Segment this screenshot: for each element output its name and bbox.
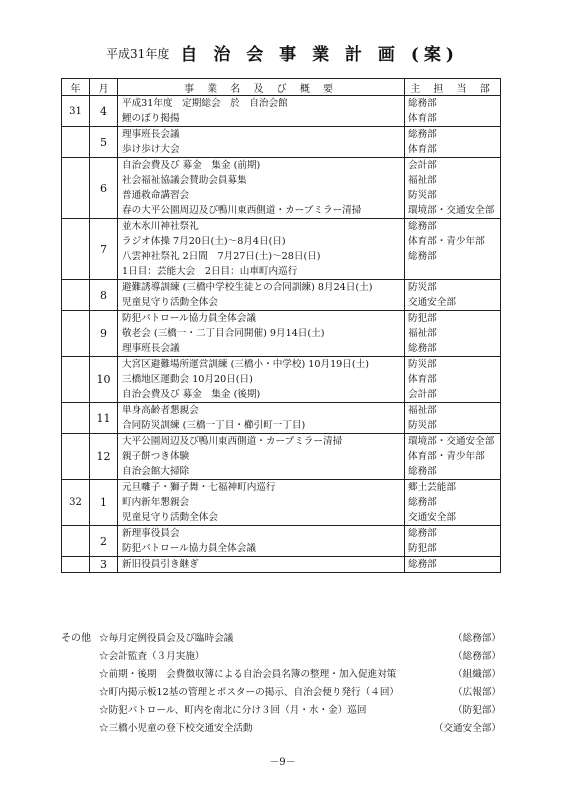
other-item-text: ☆町内掲示板12基の管理とポスターの掲示、自治会便り発行（４回） xyxy=(99,687,400,698)
header-year: 年 xyxy=(62,79,90,96)
activity-cell xyxy=(118,311,405,357)
department-cell xyxy=(405,96,501,127)
year-cell xyxy=(62,158,90,219)
activity-item: 避難誘導訓練 (三橋中学校生徒との合同訓練) 8月24日(土) xyxy=(122,282,373,293)
table-row xyxy=(62,403,501,434)
activity-cell xyxy=(118,480,405,526)
table-row xyxy=(62,357,501,403)
department-item: 福祉部 xyxy=(408,328,437,339)
activity-item: 八雲神社祭礼 2日間 7月27日(土)〜28日(日) xyxy=(122,251,321,262)
activity-item: 合同防災訓練 (三橋一丁目・櫛引町一丁目) xyxy=(122,420,306,431)
month-cell: 2 xyxy=(90,526,118,557)
year-cell: 32 xyxy=(62,480,90,526)
activity-item: 新旧役員引き継ぎ xyxy=(122,559,199,570)
department-item: 防犯部 xyxy=(408,313,437,324)
department-cell xyxy=(405,219,501,280)
department-cell xyxy=(405,526,501,557)
header-dept: 主 担 当 部 xyxy=(405,79,501,96)
activity-item: 親子餅つき体験 xyxy=(122,451,190,462)
month-cell: 8 xyxy=(90,280,118,311)
title-main: 自 治 会 事 業 計 画 (案) xyxy=(180,45,459,65)
activity-cell xyxy=(118,357,405,403)
department-cell xyxy=(405,480,501,526)
activity-cell xyxy=(118,158,405,219)
activity-item: 歩け歩け大会 xyxy=(122,144,180,155)
other-item-department: （交通安全部） xyxy=(433,723,501,734)
month-cell: 1 xyxy=(90,480,118,526)
department-item: 会計部 xyxy=(408,389,437,400)
department-item: 防災部 xyxy=(408,359,437,370)
activity-item: 理事班長会議 xyxy=(122,343,180,354)
activity-item: 町内新年懇親会 xyxy=(122,497,190,508)
year-cell xyxy=(62,127,90,158)
department-item: 総務部 xyxy=(408,466,437,477)
year-cell xyxy=(62,357,90,403)
activity-cell xyxy=(118,526,405,557)
schedule-table xyxy=(61,78,501,573)
year-cell xyxy=(62,219,90,280)
year-cell xyxy=(62,403,90,434)
title-year: 平成31年度 xyxy=(106,47,170,61)
activity-item: 自治会費及び 募金 集金 (前期) xyxy=(122,160,261,171)
activity-item: 理事班長会議 xyxy=(122,129,180,140)
others-section xyxy=(61,630,501,738)
activity-cell xyxy=(118,434,405,480)
header-month: 月 xyxy=(90,79,118,96)
table-header-row xyxy=(62,79,501,96)
department-item: 郷土芸能部 xyxy=(408,482,456,493)
department-item: 総務部 xyxy=(408,559,437,570)
activity-item: 普通救命講習会 xyxy=(122,190,190,201)
month-cell: 5 xyxy=(90,127,118,158)
activity-item: 防犯パトロール協力員全体会議 xyxy=(122,543,256,554)
other-item-text: ☆毎月定例役員会及び臨時会議 xyxy=(99,633,234,644)
activity-cell xyxy=(118,403,405,434)
department-item: 総務部 xyxy=(408,129,437,140)
document-title xyxy=(0,40,565,65)
other-item-text: ☆前期・後期 会費徴収簿による自治会員名簿の整理・加入促進対策 xyxy=(99,669,397,680)
month-cell: 10 xyxy=(90,357,118,403)
table-row xyxy=(62,219,501,280)
department-item: 交通安全部 xyxy=(408,297,456,308)
activity-item: 平成31年度 定期総会 於 自治会館 xyxy=(122,98,288,109)
department-item: 総務部 xyxy=(408,98,437,109)
department-item: 福祉部 xyxy=(408,175,437,186)
department-item: 体育部・青少年部 xyxy=(408,236,485,247)
department-item: 福祉部 xyxy=(408,405,437,416)
activity-item: 並木氷川神社祭礼 xyxy=(122,221,199,232)
year-cell xyxy=(62,280,90,311)
activity-cell xyxy=(118,557,405,573)
activity-item: 単身高齢者懇親会 xyxy=(122,405,199,416)
department-item: 防災部 xyxy=(408,190,437,201)
department-item: 総務部 xyxy=(408,221,437,232)
year-cell xyxy=(62,434,90,480)
department-cell xyxy=(405,311,501,357)
month-cell: 3 xyxy=(90,557,118,573)
header-content: 事 業 名 及 び 概 要 xyxy=(118,79,405,96)
activity-item: 児童見守り活動全体会 xyxy=(122,512,218,523)
month-cell: 9 xyxy=(90,311,118,357)
activity-item: 新理事役員会 xyxy=(122,528,180,539)
activity-item: 大宮区避難場所運営訓練 (三橋小・中学校) 10月19日(土) xyxy=(122,359,369,370)
other-item-text: ☆三橋小児童の登下校交通安全活動 xyxy=(99,723,253,734)
table-row xyxy=(62,480,501,526)
others-label: その他 xyxy=(61,633,91,644)
activity-item: 大平公園周辺及び鴨川東西側道・カーブミラー清掃 xyxy=(122,436,343,447)
other-item xyxy=(61,702,501,720)
table-row xyxy=(62,158,501,219)
activity-item: ラジオ体操 7月20日(土)〜8月4日(日) xyxy=(122,236,286,247)
other-item xyxy=(61,648,501,666)
department-cell xyxy=(405,557,501,573)
department-item: 総務部 xyxy=(408,497,437,508)
activity-item: 児童見守り活動全体会 xyxy=(122,297,218,308)
department-item: 総務部 xyxy=(408,251,437,262)
other-item xyxy=(61,684,501,702)
page-number: －9－ xyxy=(269,757,296,768)
other-item-text: ☆防犯パトロール、町内を南北に分け３回（月・水・金）巡回 xyxy=(99,705,367,716)
table-row xyxy=(62,127,501,158)
department-item xyxy=(405,264,500,279)
department-cell xyxy=(405,158,501,219)
department-item: 交通安全部 xyxy=(408,512,456,523)
department-cell xyxy=(405,127,501,158)
activity-item: 鯉のぼり掲揚 xyxy=(122,113,180,124)
table-row xyxy=(62,96,501,127)
table-row xyxy=(62,434,501,480)
department-item: 防災部 xyxy=(408,282,437,293)
department-item: 体育部 xyxy=(408,144,437,155)
month-cell: 7 xyxy=(90,219,118,280)
activity-cell xyxy=(118,127,405,158)
department-item: 体育部 xyxy=(408,374,437,385)
month-cell: 12 xyxy=(90,434,118,480)
department-item: 防災部 xyxy=(408,420,437,431)
table-row xyxy=(62,557,501,573)
activity-item: 自治会費及び 募金 集金 (後期) xyxy=(122,389,261,400)
month-cell: 6 xyxy=(90,158,118,219)
activity-item: 社会福祉協議会賛助会員募集 xyxy=(122,175,247,186)
activity-item: 敬老会 (三橋一・二丁目合同開催) 9月14日(土) xyxy=(122,328,325,339)
activity-item: 三橋地区運動会 10月20日(日) xyxy=(122,374,253,385)
activity-item: 防犯パトロール協力員全体会議 xyxy=(122,313,256,324)
department-cell xyxy=(405,434,501,480)
department-item: 体育部・青少年部 xyxy=(408,451,485,462)
department-item: 環境部・交通安全部 xyxy=(408,436,495,447)
other-item-department: （広報部） xyxy=(453,687,501,698)
other-item-department: （組織部） xyxy=(453,669,501,680)
other-item-department: （防犯部） xyxy=(453,705,501,716)
activity-cell xyxy=(118,96,405,127)
department-cell xyxy=(405,403,501,434)
department-item: 環境部・交通安全部 xyxy=(408,205,495,216)
other-item-department: （総務部） xyxy=(453,651,501,662)
table-row xyxy=(62,526,501,557)
activity-item: 元旦囃子・獅子舞・七福神町内巡行 xyxy=(122,482,276,493)
department-cell xyxy=(405,280,501,311)
department-item: 総務部 xyxy=(408,343,437,354)
other-item-text: ☆会計監査（３月実施） xyxy=(99,651,205,662)
other-item xyxy=(61,630,501,648)
activity-item: 自治会館大掃除 xyxy=(122,466,190,477)
table-row xyxy=(62,280,501,311)
month-cell: 4 xyxy=(90,96,118,127)
department-item: 総務部 xyxy=(408,528,437,539)
year-cell xyxy=(62,526,90,557)
department-item: 会計部 xyxy=(408,160,437,171)
year-cell xyxy=(62,311,90,357)
department-item: 体育部 xyxy=(408,113,437,124)
year-cell xyxy=(62,557,90,573)
department-item: 防犯部 xyxy=(408,543,437,554)
other-item-department: （総務部） xyxy=(453,633,501,644)
year-cell: 31 xyxy=(62,96,90,127)
schedule-body xyxy=(62,96,501,573)
activity-cell xyxy=(118,280,405,311)
other-item xyxy=(61,666,501,684)
activity-cell xyxy=(118,219,405,280)
activity-item: 1日目：芸能大会 2日目：山車町内巡行 xyxy=(122,266,298,277)
department-cell xyxy=(405,357,501,403)
table-row xyxy=(62,311,501,357)
month-cell: 11 xyxy=(90,403,118,434)
other-item xyxy=(61,720,501,738)
activity-item: 春の大平公園周辺及び鴨川東西側道・カーブミラー清掃 xyxy=(122,205,362,216)
